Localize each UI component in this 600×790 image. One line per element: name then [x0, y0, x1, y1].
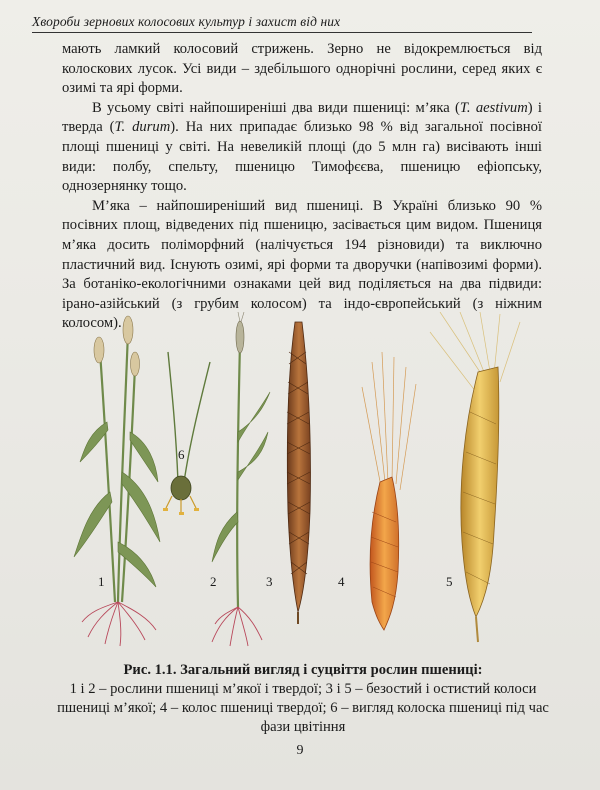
spike-4-durum — [362, 352, 416, 630]
label-6: 6 — [178, 447, 185, 462]
label-2: 2 — [210, 574, 217, 589]
paragraph-2-part-b: ) і тверда ( — [62, 99, 542, 136]
paragraph-2-part-a: В усьому світі найпоширеніші два види пшениці: м’яка ( — [92, 99, 460, 116]
paragraph-2 — [62, 99, 542, 197]
paragraph-2-part-c: ). На них припадає близько 98 % від загальної посівної площі пшениці у світі. На невеликій площі (до 5 млн га) висівають інші види: полбу, спельту, пшеницю Тимофєєва, пшеницю ефіопську, однозернянку тощо. — [62, 119, 542, 195]
body-text — [62, 40, 542, 334]
label-5: 5 — [446, 574, 453, 589]
label-3: 3 — [266, 574, 273, 589]
label-1: 1 — [98, 574, 105, 589]
species-durum: T. durum — [114, 119, 171, 136]
spikelet-6-flowering — [163, 352, 210, 515]
figure-caption — [50, 661, 556, 737]
paragraph-3: М’яка – найпоширеніший вид пшениці. В Україні близько 90 % посівних площ, відведених під пшеницю, засівається цим видом. Пшениця м’яка досить поліморфний (налічується 194 різновиди) та виключно пластичний вид. Існують озимі, ярі форми та дворучки (напівозимі форми). За ботаніко-екологічними ознаками цей вид поділяється на два підвиди: ірано-азійський (з грубим колосом) та індо-європейський (з ніжним колосом). — [62, 197, 542, 332]
spike-5-awned — [430, 312, 520, 642]
spike-3-awnless — [287, 322, 311, 624]
caption-title: Рис. 1.1. Загальний вигляд і суцвіття рослин пшениці: — [123, 662, 483, 678]
paragraph-1: мають ламкий колосовий стрижень. Зерно не відокремлюється від колоскових лусок. Усі види – здебільшого однорічні рослини, серед яких є озимі та ярі форми. — [62, 41, 542, 97]
label-4: 4 — [338, 574, 345, 589]
page-number: 9 — [296, 743, 304, 758]
running-header: Хвороби зернових колосових культур і захист від них — [32, 14, 532, 33]
plant-2-durum-wheat — [212, 312, 270, 646]
species-aestivum: T. aestivum — [459, 99, 528, 116]
plant-1-soft-wheat — [74, 316, 160, 646]
wheat-figure — [60, 312, 560, 652]
wheat-illustration — [60, 312, 560, 652]
caption-text: 1 і 2 – рослини пшениці м’якої і твердої; 3 і 5 – безостий і остистий колоси пшениці м’якої; 4 – колос пшениці твердої; 6 – вигляд колоска пшениці під час фази цвітіння — [57, 681, 549, 735]
